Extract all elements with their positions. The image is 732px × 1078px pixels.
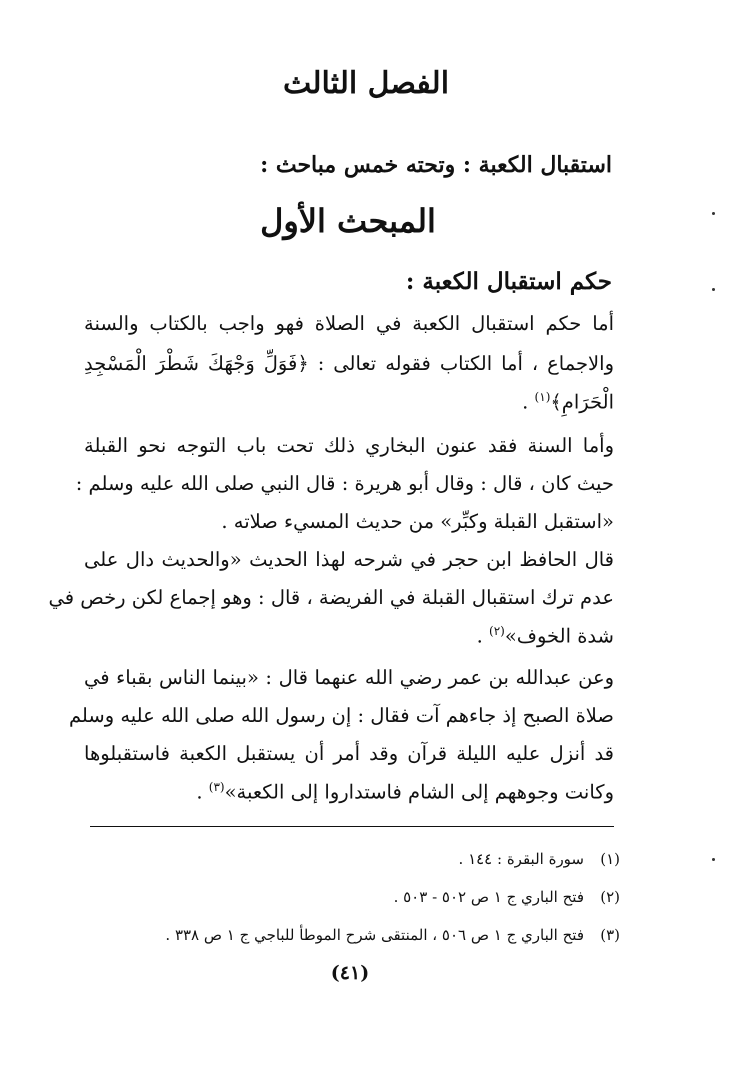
paragraph-1-line-2: والاجماع ، أما الكتاب فقوله تعالى : ﴿فَوَلِّ وَجْهَكَ شَطْرَ الْمَسْجِدِ <box>84 352 614 375</box>
footnote-2-number: (٢) <box>600 888 620 906</box>
paragraph-4-line-4-text: وكانت وجوههم إلى الشام فاستداروا إلى الكعبة» <box>224 780 614 804</box>
footnote-1 <box>459 850 620 868</box>
paragraph-3-line-3 <box>477 624 614 648</box>
footnote-3-number: (٣) <box>600 926 620 944</box>
paragraph-4-line-2: صلاة الصبح إذ جاءهم آت فقال : إن رسول الله صلى الله عليه وسلم <box>68 704 614 727</box>
paragraph-2-line-2: حيث كان ، قال : وقال أبو هريرة : قال النبي صلى الله عليه وسلم : <box>75 472 614 495</box>
paragraph-4-line-3: قد أنزل عليه الليلة قرآن وقد أمر أن يستقبل الكعبة فاستقبلوها <box>84 742 614 765</box>
chapter-title: الفصل الثالث <box>282 66 450 101</box>
scan-speck <box>712 288 715 291</box>
intro-heading: استقبال الكعبة : وتحته خمس مباحث : <box>260 152 612 178</box>
paragraph-2-line-1: وأما السنة فقد عنون البخاري ذلك تحت باب التوجه نحو القبلة <box>84 434 614 457</box>
footnote-2-text: فتح الباري ج ١ ص ٥٠٢ - ٥٠٣ . <box>393 888 584 906</box>
paragraph-3-end: . <box>476 624 490 648</box>
paragraph-1-line-1: أما حكم استقبال الكعبة في الصلاة فهو واجب بالكتاب والسنة <box>84 312 614 335</box>
scan-speck <box>712 212 715 215</box>
page-number: (٤١) <box>330 962 370 984</box>
subheading: حكم استقبال الكعبة : <box>405 268 612 295</box>
paragraph-4-end: . <box>196 780 209 804</box>
paragraph-3-line-2: عدم ترك استقبال القبلة في الفريضة ، قال : وهو إجماع لكن رخص في <box>48 586 614 609</box>
footnote-2 <box>394 888 620 906</box>
footnote-divider <box>90 826 614 827</box>
paragraph-4-line-1: وعن عبدالله بن عمر رضي الله عنهما قال : «بينما الناس بقباء في <box>84 666 614 689</box>
paragraph-1-line-3 <box>522 390 614 414</box>
footnote-ref-1: (١) <box>534 390 551 404</box>
footnote-ref-3: (٣) <box>208 780 225 794</box>
paragraph-1-end: . <box>522 390 535 414</box>
footnote-1-number: (١) <box>600 850 620 868</box>
paragraph-3-line-1: قال الحافظ ابن حجر في شرحه لهذا الحديث «والحديث دال على <box>84 548 614 571</box>
paragraph-1-line-3-text: الْحَرَامِ﴾ <box>550 390 614 414</box>
paragraph-2-line-3: «استقبل القبلة وكبِّر» من حديث المسيء صلاته . <box>221 510 614 533</box>
scan-speck <box>712 858 715 861</box>
paragraph-4-line-4 <box>196 780 614 804</box>
footnote-3 <box>165 926 620 944</box>
section-title: المبحث الأول <box>260 202 436 240</box>
footnote-1-text: سورة البقرة : ١٤٤ . <box>458 850 584 868</box>
footnote-3-text: فتح الباري ج ١ ص ٥٠٦ ، المنتقى شرح الموطأ للباجي ج ١ ص ٣٣٨ . <box>165 926 584 944</box>
footnote-ref-2: (٢) <box>489 624 505 638</box>
paragraph-3-line-3-text: شدة الخوف» <box>504 624 614 648</box>
